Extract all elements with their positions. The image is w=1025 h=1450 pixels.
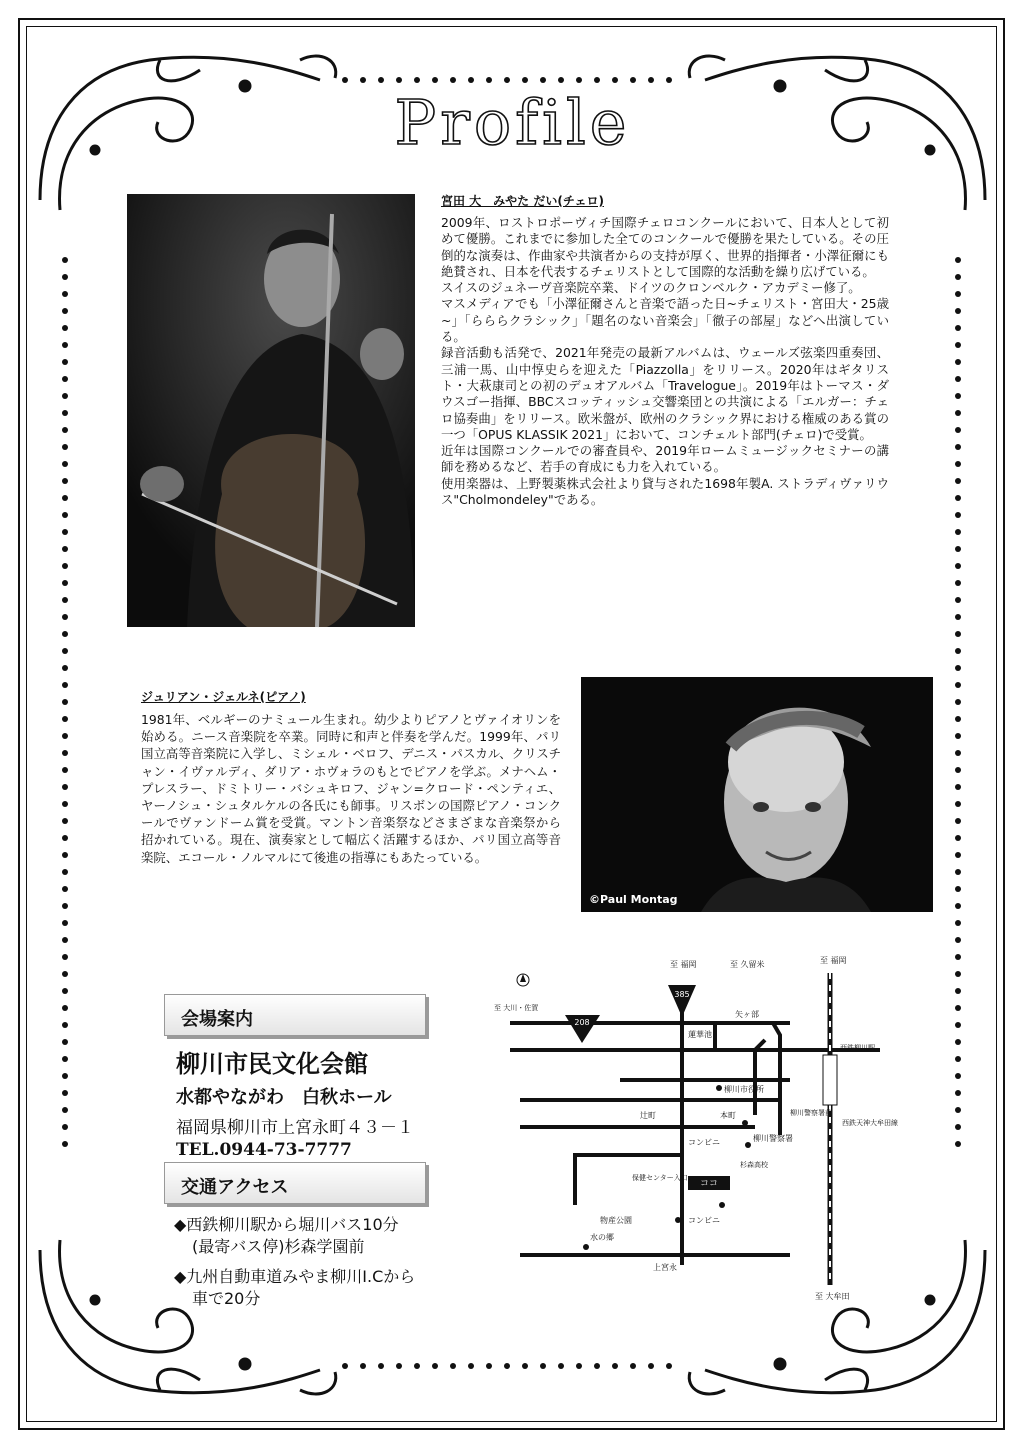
border-dot xyxy=(612,1363,618,1369)
border-dot xyxy=(648,77,654,83)
border-dot xyxy=(955,410,961,416)
access-info xyxy=(174,1214,474,1318)
border-dot xyxy=(62,784,68,790)
map-to-omuta: 至 大牟田 xyxy=(815,1292,850,1301)
photo-credit: ©Paul Montag xyxy=(589,893,678,906)
border-dot xyxy=(62,529,68,535)
access-car-line1: ◆九州自動車道みやま柳川I.Cから xyxy=(174,1267,416,1286)
border-dot xyxy=(955,614,961,620)
access-bus-line1: ◆西鉄柳川駅から堀川バス10分 xyxy=(174,1215,399,1234)
border-dot xyxy=(612,77,618,83)
pianist-photo xyxy=(581,677,933,912)
border-dot xyxy=(62,869,68,875)
border-dot xyxy=(62,597,68,603)
border-dot xyxy=(558,77,564,83)
map-convenience1: コンビニ xyxy=(688,1138,720,1147)
border-dot xyxy=(955,376,961,382)
border-dot xyxy=(62,1056,68,1062)
border-dot xyxy=(594,77,600,83)
map-tenjin-omuta-line: 西鉄天神大牟田線 xyxy=(842,1119,898,1127)
venue-info xyxy=(176,1044,414,1160)
map-to-fukuoka-right: 至 福岡 xyxy=(820,956,847,965)
border-dot xyxy=(62,461,68,467)
border-dot xyxy=(955,393,961,399)
border-dot xyxy=(955,699,961,705)
border-dot xyxy=(62,291,68,297)
border-dot xyxy=(955,1107,961,1113)
border-dot xyxy=(62,835,68,841)
access-car-line2: 車で20分 xyxy=(192,1289,261,1308)
border-dot xyxy=(955,682,961,688)
border-dot xyxy=(576,77,582,83)
border-dot xyxy=(955,478,961,484)
border-dot xyxy=(62,257,68,263)
border-dot xyxy=(62,495,68,501)
border-dot xyxy=(62,308,68,314)
border-dot xyxy=(955,869,961,875)
border-dot xyxy=(62,1005,68,1011)
map-rengeike: 蓮華池 xyxy=(688,1030,712,1039)
access-heading: 交通アクセス xyxy=(164,1162,426,1204)
border-dot xyxy=(955,563,961,569)
venue-hall: 水都やながわ 白秋ホール xyxy=(176,1087,392,1108)
border-dot xyxy=(648,1363,654,1369)
pianist-name: ジュリアン・ジェルネ(ピアノ) xyxy=(141,690,306,704)
border-dot xyxy=(486,1363,492,1369)
border-dot xyxy=(62,444,68,450)
border-dot xyxy=(360,1363,366,1369)
border-dot xyxy=(62,546,68,552)
border-dot xyxy=(62,1073,68,1079)
route-208-label: 208 xyxy=(574,1018,590,1027)
border-dot xyxy=(450,77,456,83)
border-dot xyxy=(468,1363,474,1369)
cellist-bio-section xyxy=(441,192,889,508)
map-to-kurume: 至 久留米 xyxy=(730,960,765,969)
border-dot xyxy=(62,325,68,331)
map-tsujimachi: 辻町 xyxy=(640,1111,656,1120)
map-mizunosato: 水の郷 xyxy=(590,1233,614,1242)
border-dot xyxy=(62,563,68,569)
border-dot xyxy=(62,376,68,382)
border-dot xyxy=(504,77,510,83)
page-title: Profile xyxy=(394,86,631,159)
border-dot xyxy=(62,512,68,518)
border-dot xyxy=(955,1056,961,1062)
border-dot xyxy=(62,750,68,756)
map-city-hall: 柳川市役所 xyxy=(724,1085,764,1094)
border-dot xyxy=(955,988,961,994)
border-dot xyxy=(62,767,68,773)
border-dot xyxy=(62,1022,68,1028)
border-dot xyxy=(558,1363,564,1369)
pianist-photo-image xyxy=(581,677,933,912)
border-dot xyxy=(62,1039,68,1045)
border-dot xyxy=(62,580,68,586)
border-dot xyxy=(414,77,420,83)
border-dot xyxy=(955,648,961,654)
border-dot xyxy=(62,716,68,722)
border-dot xyxy=(955,801,961,807)
border-dot xyxy=(62,665,68,671)
border-dot xyxy=(62,988,68,994)
pianist-bio-text: 1981年、ベルギーのナミュール生まれ。幼少よりピアノとヴァイオリンを始める。ニース音楽院を卒業。同時に和声と伴奏を学んだ。1999年、パリ国立高等音楽院に入学し、ミシェル・ベロフ、デニス・パスカル、クリスチャン・イヴァルディ、ダリア・ホヴォラのもとでピアノを学ぶ。メナヘム・プレスラー、ドミトリー・バシュキロフ、ジャン=クロード・ペンティエ、ヤーノシュ・シュタルケルの各氏にも師事。リスボンの国際ピアノ・コンクールでヴァンドーム賞を受賞。マントン音楽祭などさまざまな音楽祭から招かれている。現在、演奏家として幅広く活躍するほか、パリ国立高等音楽院、エコール・ノルマルにて後進の指導にもあたっている。 xyxy=(141,712,561,865)
border-dot xyxy=(955,818,961,824)
border-dot xyxy=(955,1124,961,1130)
border-dot xyxy=(62,920,68,926)
border-dot xyxy=(62,1124,68,1130)
border-dot xyxy=(540,1363,546,1369)
border-dot xyxy=(955,971,961,977)
border-dot xyxy=(955,1022,961,1028)
border-dot xyxy=(62,1141,68,1147)
border-dot xyxy=(955,1039,961,1045)
route-385-label: 385 xyxy=(674,990,690,999)
border-dot xyxy=(955,308,961,314)
border-dot xyxy=(540,77,546,83)
border-dot xyxy=(486,77,492,83)
border-dot xyxy=(955,495,961,501)
map-nishitetsu-station: 西鉄柳川駅 xyxy=(840,1044,875,1052)
map-to-okawa-saga: 至 大川・佐賀 xyxy=(494,1004,539,1012)
border-dot xyxy=(62,818,68,824)
border-dot xyxy=(378,1363,384,1369)
border-dot xyxy=(360,77,366,83)
border-dot xyxy=(955,580,961,586)
access-item-car xyxy=(174,1266,474,1310)
border-dot xyxy=(955,257,961,263)
border-dot xyxy=(955,903,961,909)
cellist-photo-image xyxy=(127,194,415,627)
map-convenience2: コンビニ xyxy=(688,1216,720,1225)
border-dot xyxy=(955,546,961,552)
cellist-photo xyxy=(127,194,415,627)
border-dot xyxy=(62,852,68,858)
border-dot xyxy=(62,393,68,399)
border-dot xyxy=(955,427,961,433)
border-dot xyxy=(62,1090,68,1096)
border-dot xyxy=(955,512,961,518)
border-dot xyxy=(62,1107,68,1113)
map-police: 柳川警察署 xyxy=(753,1134,793,1143)
border-dot xyxy=(955,444,961,450)
border-dot xyxy=(62,478,68,484)
border-dot xyxy=(630,1363,636,1369)
map-kaminaga: 上宮永 xyxy=(653,1263,677,1272)
border-dot xyxy=(432,1363,438,1369)
border-dot xyxy=(396,1363,402,1369)
border-dot xyxy=(955,291,961,297)
map-bussan: 物産公園 xyxy=(600,1216,632,1225)
border-dot xyxy=(630,77,636,83)
border-dot xyxy=(955,631,961,637)
border-dot xyxy=(955,342,961,348)
border-dot xyxy=(62,274,68,280)
map-hoken-center: 保健センター入口 xyxy=(632,1174,688,1182)
venue-address: 福岡県柳川市上宮永町４３－１ xyxy=(176,1118,414,1138)
border-dot xyxy=(955,886,961,892)
border-dot xyxy=(955,954,961,960)
border-dot xyxy=(522,77,528,83)
border-dot xyxy=(955,1141,961,1147)
border-dot xyxy=(955,1073,961,1079)
border-dot xyxy=(955,937,961,943)
border-dot xyxy=(62,699,68,705)
border-dot xyxy=(522,1363,528,1369)
border-dot xyxy=(62,631,68,637)
border-dot xyxy=(955,665,961,671)
border-dot xyxy=(955,325,961,331)
border-dot xyxy=(62,937,68,943)
border-dot xyxy=(62,410,68,416)
border-dot xyxy=(666,1363,672,1369)
border-dot xyxy=(62,886,68,892)
venue-tel: TEL.0944-73-7777 xyxy=(176,1140,352,1160)
border-dot xyxy=(955,835,961,841)
border-dot xyxy=(955,920,961,926)
border-dot xyxy=(342,1363,348,1369)
map-sugimori: 杉森高校 xyxy=(740,1161,768,1169)
border-dot xyxy=(955,767,961,773)
border-dot xyxy=(666,77,672,83)
venue-heading: 会場案内 xyxy=(164,994,426,1036)
border-dot xyxy=(62,954,68,960)
border-dot xyxy=(955,716,961,722)
cellist-name: 宮田 大 みやた だい(チェロ) xyxy=(441,194,604,208)
border-dot xyxy=(342,77,348,83)
border-dot xyxy=(955,784,961,790)
venue-map xyxy=(490,955,898,1310)
border-dot xyxy=(955,1090,961,1096)
border-dot xyxy=(62,682,68,688)
border-dot xyxy=(955,852,961,858)
border-dot xyxy=(396,77,402,83)
border-dot xyxy=(594,1363,600,1369)
border-dot xyxy=(62,614,68,620)
border-dot xyxy=(62,801,68,807)
map-to-fukuoka-top: 至 福岡 xyxy=(670,960,697,969)
venue-name: 柳川市民文化会館 xyxy=(176,1049,368,1078)
border-dot xyxy=(955,359,961,365)
border-dot xyxy=(414,1363,420,1369)
border-dot xyxy=(62,903,68,909)
border-dot xyxy=(955,597,961,603)
map-yanagawa-kakyo-mae: 柳川警察署前 xyxy=(790,1109,832,1117)
cellist-bio-text: 2009年、ロストロポーヴィチ国際チェロコンクールにおいて、日本人として初めて優勝。これまでに参加した全てのコンクールで優勝を果たしている。その圧倒的な演奏は、作曲家や共演者からの支持が厚く、世界的指揮者・小澤征爾にも絶賛され、日本を代表するチェリストとして国際的な活動を繰り広げている。 スイスのジュネーヴ音楽院卒業、ドイツのクロンベルク・アカデミー修了。 マスメディアでも「小澤征爾さんと音楽で語った日~チェリスト・宮田大・25歳~」「らららクラシック」「題名のない音楽会」「徹子の部屋」などへ出演している。 録音活動も活発で、2021年発売の最新アルバムは、ウェールズ弦楽四重奏団、三浦一馬、山中惇史らを迎えた「Piazzolla」をリリース。2020年はギタリスト・大萩康司との初のデュオアルバム「Travelogue」。2019年はトーマス・ダウスゴー指揮、BBCスコッティッシュ交響楽団との共演による「エルガー：チェロ協奏曲」をリリース。欧米盤が、欧州のクラシック界における権威のある賞の一つ「OPUS KLASSIK 2021」において、コンチェルト部門(チェロ)で受賞。 近年は国際コンクールでの審査員や、2019年ロームミュージックセミナーの講師を務めるなど、若手の育成にも力を入れている。 使用楽器は、上野製薬株式会社より貸与された1698年製A. ストラディヴァリウス"Cholmondeley"である。 xyxy=(441,215,889,508)
border-dot xyxy=(62,733,68,739)
access-bus-line2: (最寄バス停)杉森学園前 xyxy=(192,1237,365,1256)
border-dot xyxy=(955,274,961,280)
border-dot xyxy=(450,1363,456,1369)
border-dot xyxy=(955,733,961,739)
border-dot xyxy=(62,427,68,433)
border-dot xyxy=(62,342,68,348)
border-dot xyxy=(955,461,961,467)
border-dot xyxy=(62,359,68,365)
border-dot xyxy=(468,77,474,83)
map-koko-label: ココ xyxy=(699,1179,719,1189)
border-dot xyxy=(504,1363,510,1369)
map-yakabe: 矢ヶ部 xyxy=(735,1010,759,1019)
border-dot xyxy=(955,1005,961,1011)
pianist-bio-section xyxy=(141,688,561,866)
access-item-bus xyxy=(174,1214,474,1258)
border-dot xyxy=(432,77,438,83)
border-dot xyxy=(378,77,384,83)
border-dot xyxy=(62,648,68,654)
border-dot xyxy=(955,750,961,756)
border-dot xyxy=(576,1363,582,1369)
map-honmachi: 本町 xyxy=(720,1111,736,1120)
border-dot xyxy=(62,971,68,977)
border-dot xyxy=(955,529,961,535)
